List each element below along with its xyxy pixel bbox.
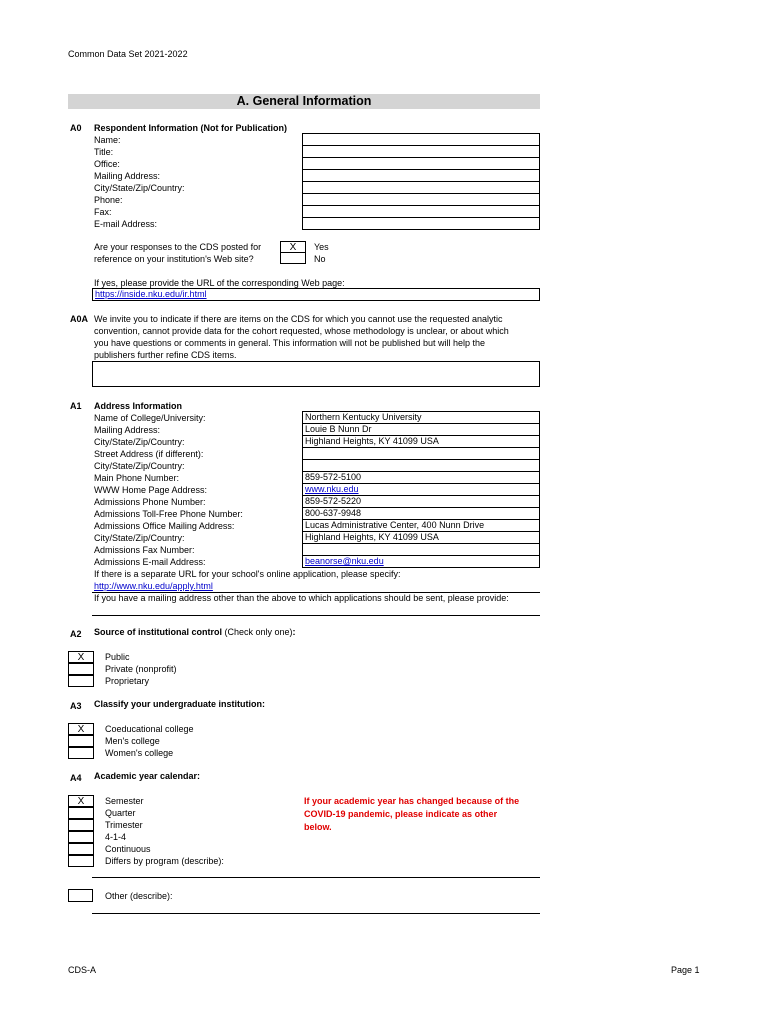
a3-coed-checkbox[interactable]: X <box>68 723 94 735</box>
a1-city-field[interactable]: Highland Heights, KY 41099 USA <box>302 435 540 448</box>
a4-414-checkbox[interactable] <box>68 831 94 843</box>
a0-heading: Respondent Information (Not for Publication) <box>94 123 287 133</box>
footer-page-number: Page 1 <box>671 965 700 975</box>
a3-option-label: Coeducational college <box>105 724 194 734</box>
a3-code: A3 <box>70 701 82 711</box>
a1-email-field[interactable] <box>302 555 540 568</box>
a2-private-checkbox[interactable] <box>68 663 94 675</box>
a4-option-label: Quarter <box>105 808 136 818</box>
a1-label: City/State/Zip/Country: <box>94 461 185 471</box>
a4-other-checkbox[interactable] <box>68 889 93 902</box>
a3-mens-checkbox[interactable] <box>68 735 94 747</box>
a4-other-divider <box>92 913 540 914</box>
a1-email-link[interactable]: beanorse@nku.edu <box>305 556 384 566</box>
a3-womens-checkbox[interactable] <box>68 747 94 759</box>
a4-heading: Academic year calendar: <box>94 771 201 781</box>
a1-label: Mailing Address: <box>94 425 161 435</box>
a1-college-name-field[interactable]: Northern Kentucky University <box>302 411 540 424</box>
a0a-text-line2: convention, cannot provide data for the cohort requested, whose methodology is unclear, or about which <box>94 326 509 336</box>
a1-label: Admissions Toll-Free Phone Number: <box>94 509 243 519</box>
a1-heading: Address Information <box>94 401 183 411</box>
a4-covid-note-line2: COVID-19 pandemic, please indicate as other <box>304 809 498 819</box>
a0-url-field[interactable] <box>92 288 540 301</box>
a1-apply-url-link[interactable]: http://www.nku.edu/apply.html <box>94 581 213 591</box>
a0-label-city: City/State/Zip/Country: <box>94 183 185 193</box>
a2-option-label: Proprietary <box>105 676 150 686</box>
a0a-code: A0A <box>70 314 89 324</box>
a1-admissions-mailing-field[interactable]: Lucas Administrative Center, 400 Nunn Drive <box>302 519 540 532</box>
a0-email-field[interactable] <box>302 217 540 230</box>
a1-mailing-prompt: If you have a mailing address other than the above to which applications should be sent, please provide: <box>94 593 509 603</box>
a4-quarter-checkbox[interactable] <box>68 807 94 819</box>
a1-mailing-address-field[interactable]: Louie B Nunn Dr <box>302 423 540 436</box>
a1-label: Admissions Fax Number: <box>94 545 195 555</box>
a0-no-checkbox[interactable] <box>280 252 306 264</box>
a4-option-label: 4-1-4 <box>105 832 127 842</box>
a0-label-mailing: Mailing Address: <box>94 171 161 181</box>
a1-label: City/State/Zip/Country: <box>94 533 185 543</box>
a0-no-label: No <box>314 254 326 264</box>
a4-option-label: Semester <box>105 796 144 806</box>
a4-code: A4 <box>70 773 82 783</box>
a1-label: Admissions E-mail Address: <box>94 557 206 567</box>
a1-main-phone-field[interactable]: 859-572-5100 <box>302 471 540 484</box>
a1-label: Admissions Phone Number: <box>94 497 206 507</box>
footer-left: CDS-A <box>68 965 97 975</box>
a2-heading: Source of institutional control <box>94 627 222 637</box>
page-header: Common Data Set 2021-2022 <box>68 49 188 59</box>
a3-heading: Classify your undergraduate institution: <box>94 699 266 709</box>
a0-label-email: E-mail Address: <box>94 219 158 229</box>
a1-mailing-divider <box>92 615 540 616</box>
a1-admissions-phone-field[interactable]: 859-572-5220 <box>302 495 540 508</box>
section-title: A. General Information <box>236 94 372 108</box>
a1-label: WWW Home Page Address: <box>94 485 208 495</box>
a1-label: Name of College/University: <box>94 413 206 423</box>
a0-label-fax: Fax: <box>94 207 112 217</box>
a3-option-label: Women's college <box>105 748 174 758</box>
a1-toll-free-field[interactable]: 800-637-9948 <box>302 507 540 520</box>
a4-option-label: Continuous <box>105 844 151 854</box>
a0-yes-checkbox[interactable]: X <box>280 241 306 253</box>
a3-option-label: Men's college <box>105 736 160 746</box>
a2-code: A2 <box>70 629 82 639</box>
a0-label-title: Title: <box>94 147 114 157</box>
a4-semester-checkbox[interactable]: X <box>68 795 94 807</box>
a4-covid-note-line1: If your academic year has changed because of the <box>304 796 520 806</box>
a2-option-label: Public <box>105 652 130 662</box>
a1-home-page-link[interactable]: www.nku.edu <box>305 484 359 494</box>
a4-differs-checkbox[interactable] <box>68 855 94 867</box>
a1-label: Street Address (if different): <box>94 449 204 459</box>
a1-label: City/State/Zip/Country: <box>94 437 185 447</box>
a1-admissions-city-field[interactable]: Highland Heights, KY 41099 USA <box>302 531 540 544</box>
a2-heading-end: : <box>292 627 296 637</box>
a1-label: Admissions Office Mailing Address: <box>94 521 235 531</box>
a2-heading-line <box>94 626 296 638</box>
a0-yes-label: Yes <box>314 242 329 252</box>
a4-continuous-checkbox[interactable] <box>68 843 94 855</box>
a0-label-office: Office: <box>94 159 120 169</box>
section-title-bar <box>68 94 540 109</box>
a0a-text-line4: publishers further refine CDS items. <box>94 350 237 360</box>
a4-other-label: Other (describe): <box>105 891 173 901</box>
a2-proprietary-checkbox[interactable] <box>68 675 94 687</box>
a1-label: Main Phone Number: <box>94 473 180 483</box>
a4-differs-divider <box>92 877 540 878</box>
a0-posted-question-line2: reference on your institution's Web site? <box>94 254 254 264</box>
a0-posted-question-line1: Are your responses to the CDS posted for <box>94 242 262 252</box>
a0-label-phone: Phone: <box>94 195 123 205</box>
a0-url-link[interactable]: https://inside.nku.edu/ir.html <box>95 289 207 299</box>
a1-code: A1 <box>70 401 82 411</box>
a0a-comments-field[interactable] <box>92 361 540 387</box>
a4-option-label: Differs by program (describe): <box>105 856 224 866</box>
a0-url-prompt: If yes, please provide the URL of the corresponding Web page: <box>94 278 345 288</box>
a0a-text-line3: you have questions or comments in general. This information will not be published but will help the <box>94 338 486 348</box>
a2-public-checkbox[interactable]: X <box>68 651 94 663</box>
a2-option-label: Private (nonprofit) <box>105 664 177 674</box>
a4-trimester-checkbox[interactable] <box>68 819 94 831</box>
a0-code: A0 <box>70 123 82 133</box>
a4-covid-note-line3: below. <box>304 822 332 832</box>
a2-heading-note: (Check only one) <box>222 627 293 637</box>
a1-url-prompt: If there is a separate URL for your school's online application, please specify: <box>94 569 401 579</box>
a4-option-label: Trimester <box>105 820 143 830</box>
a0-label-name: Name: <box>94 135 121 145</box>
a0a-text-line1: We invite you to indicate if there are items on the CDS for which you cannot use the requested analytic <box>94 314 503 324</box>
